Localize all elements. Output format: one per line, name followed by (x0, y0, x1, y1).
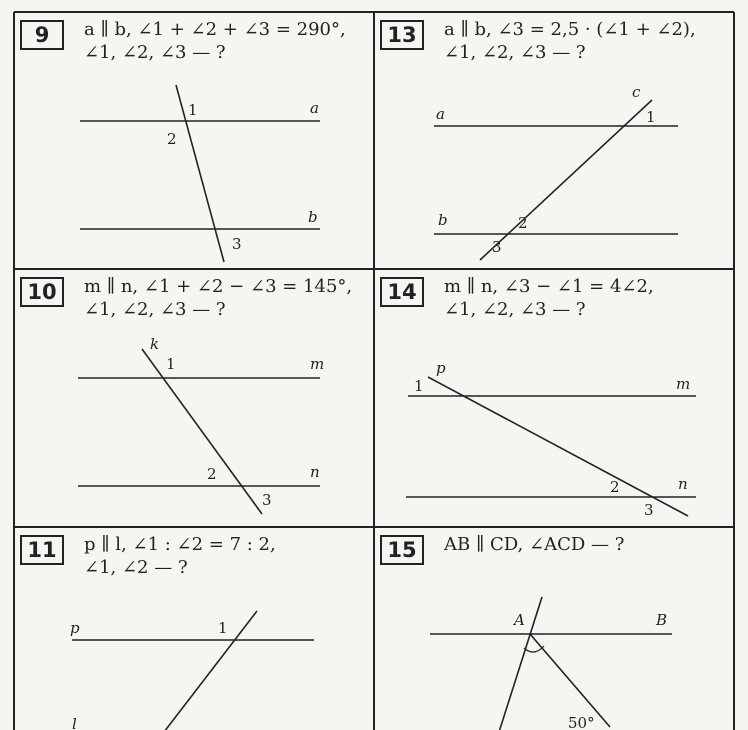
condition-line-2: ∠1, ∠2, ∠3 — ? (84, 299, 226, 320)
label-p: p (70, 619, 80, 637)
condition-line-2: ∠1, ∠2, ∠3 — ? (444, 42, 586, 63)
condition-line-1: AB ∥ CD, ∠ACD — ? (444, 534, 625, 555)
label-a: a (436, 105, 445, 123)
condition-line-2: ∠1, ∠2, ∠3 — ? (84, 42, 226, 63)
condition-line-1: a ∥ b, ∠1 + ∠2 + ∠3 = 290°, (84, 19, 346, 40)
figure-11 (14, 527, 374, 730)
label-m: m (310, 355, 325, 373)
angle-50-label: 50° (568, 714, 595, 730)
problem-number: 9 (20, 20, 64, 50)
angle-3-label: 3 (492, 238, 502, 256)
label-b: b (438, 211, 448, 229)
label-b: b (308, 208, 318, 226)
angle-2-label: 2 (167, 130, 177, 148)
angle-1-label: 1 (218, 619, 228, 637)
label-l: l (72, 715, 77, 730)
angle-1-label: 1 (166, 355, 176, 373)
angle-3-label: 3 (262, 491, 272, 509)
problem-10 (14, 269, 374, 527)
angle-2-label: 2 (610, 478, 620, 496)
condition-line-1: m ∥ n, ∠1 + ∠2 − ∠3 = 145°, (84, 276, 353, 297)
secant-p (428, 375, 691, 516)
secant (176, 85, 224, 262)
point-b: B (656, 611, 668, 629)
condition-line-2: ∠1, ∠2 — ? (84, 557, 188, 578)
condition-line-1: m ∥ n, ∠3 − ∠1 = 4∠2, (444, 276, 654, 297)
angle-1-label: 1 (188, 101, 198, 119)
figure-9 (14, 12, 374, 269)
angle-2-label: 2 (518, 214, 528, 232)
label-p: p (436, 359, 446, 377)
figure-15 (374, 527, 734, 730)
figure-13 (374, 12, 734, 269)
angle-1-label: 1 (414, 377, 424, 395)
label-a: a (310, 99, 319, 117)
problem-number: 10 (20, 277, 64, 307)
angle-2-label: 2 (207, 465, 217, 483)
problem-14 (374, 269, 734, 527)
condition-line-1: p ∥ l, ∠1 : ∠2 = 7 : 2, (84, 534, 276, 555)
problem-11 (14, 527, 374, 730)
figure-10 (14, 269, 374, 527)
angle-3-label: 3 (232, 235, 242, 253)
problem-number: 11 (20, 535, 64, 565)
angle-3-label: 3 (644, 501, 654, 519)
secant-c (480, 100, 652, 260)
label-c: c (632, 83, 641, 101)
label-m: m (676, 375, 691, 393)
label-n: n (310, 463, 320, 481)
problem-number: 14 (380, 277, 424, 307)
condition-line-1: a ∥ b, ∠3 = 2,5 · (∠1 + ∠2), (444, 19, 696, 40)
problem-number: 13 (380, 20, 424, 50)
problem-number: 15 (380, 535, 424, 565)
problem-13 (374, 12, 734, 269)
secant-k (142, 349, 262, 514)
point-a: A (514, 611, 525, 629)
label-n: n (678, 475, 688, 493)
problem-9 (14, 12, 374, 269)
label-k: k (150, 335, 160, 353)
condition-line-2: ∠1, ∠2, ∠3 — ? (444, 299, 586, 320)
angle-1-label: 1 (646, 108, 656, 126)
problem-15 (374, 527, 734, 730)
figure-14 (374, 269, 734, 527)
secant (164, 611, 257, 730)
